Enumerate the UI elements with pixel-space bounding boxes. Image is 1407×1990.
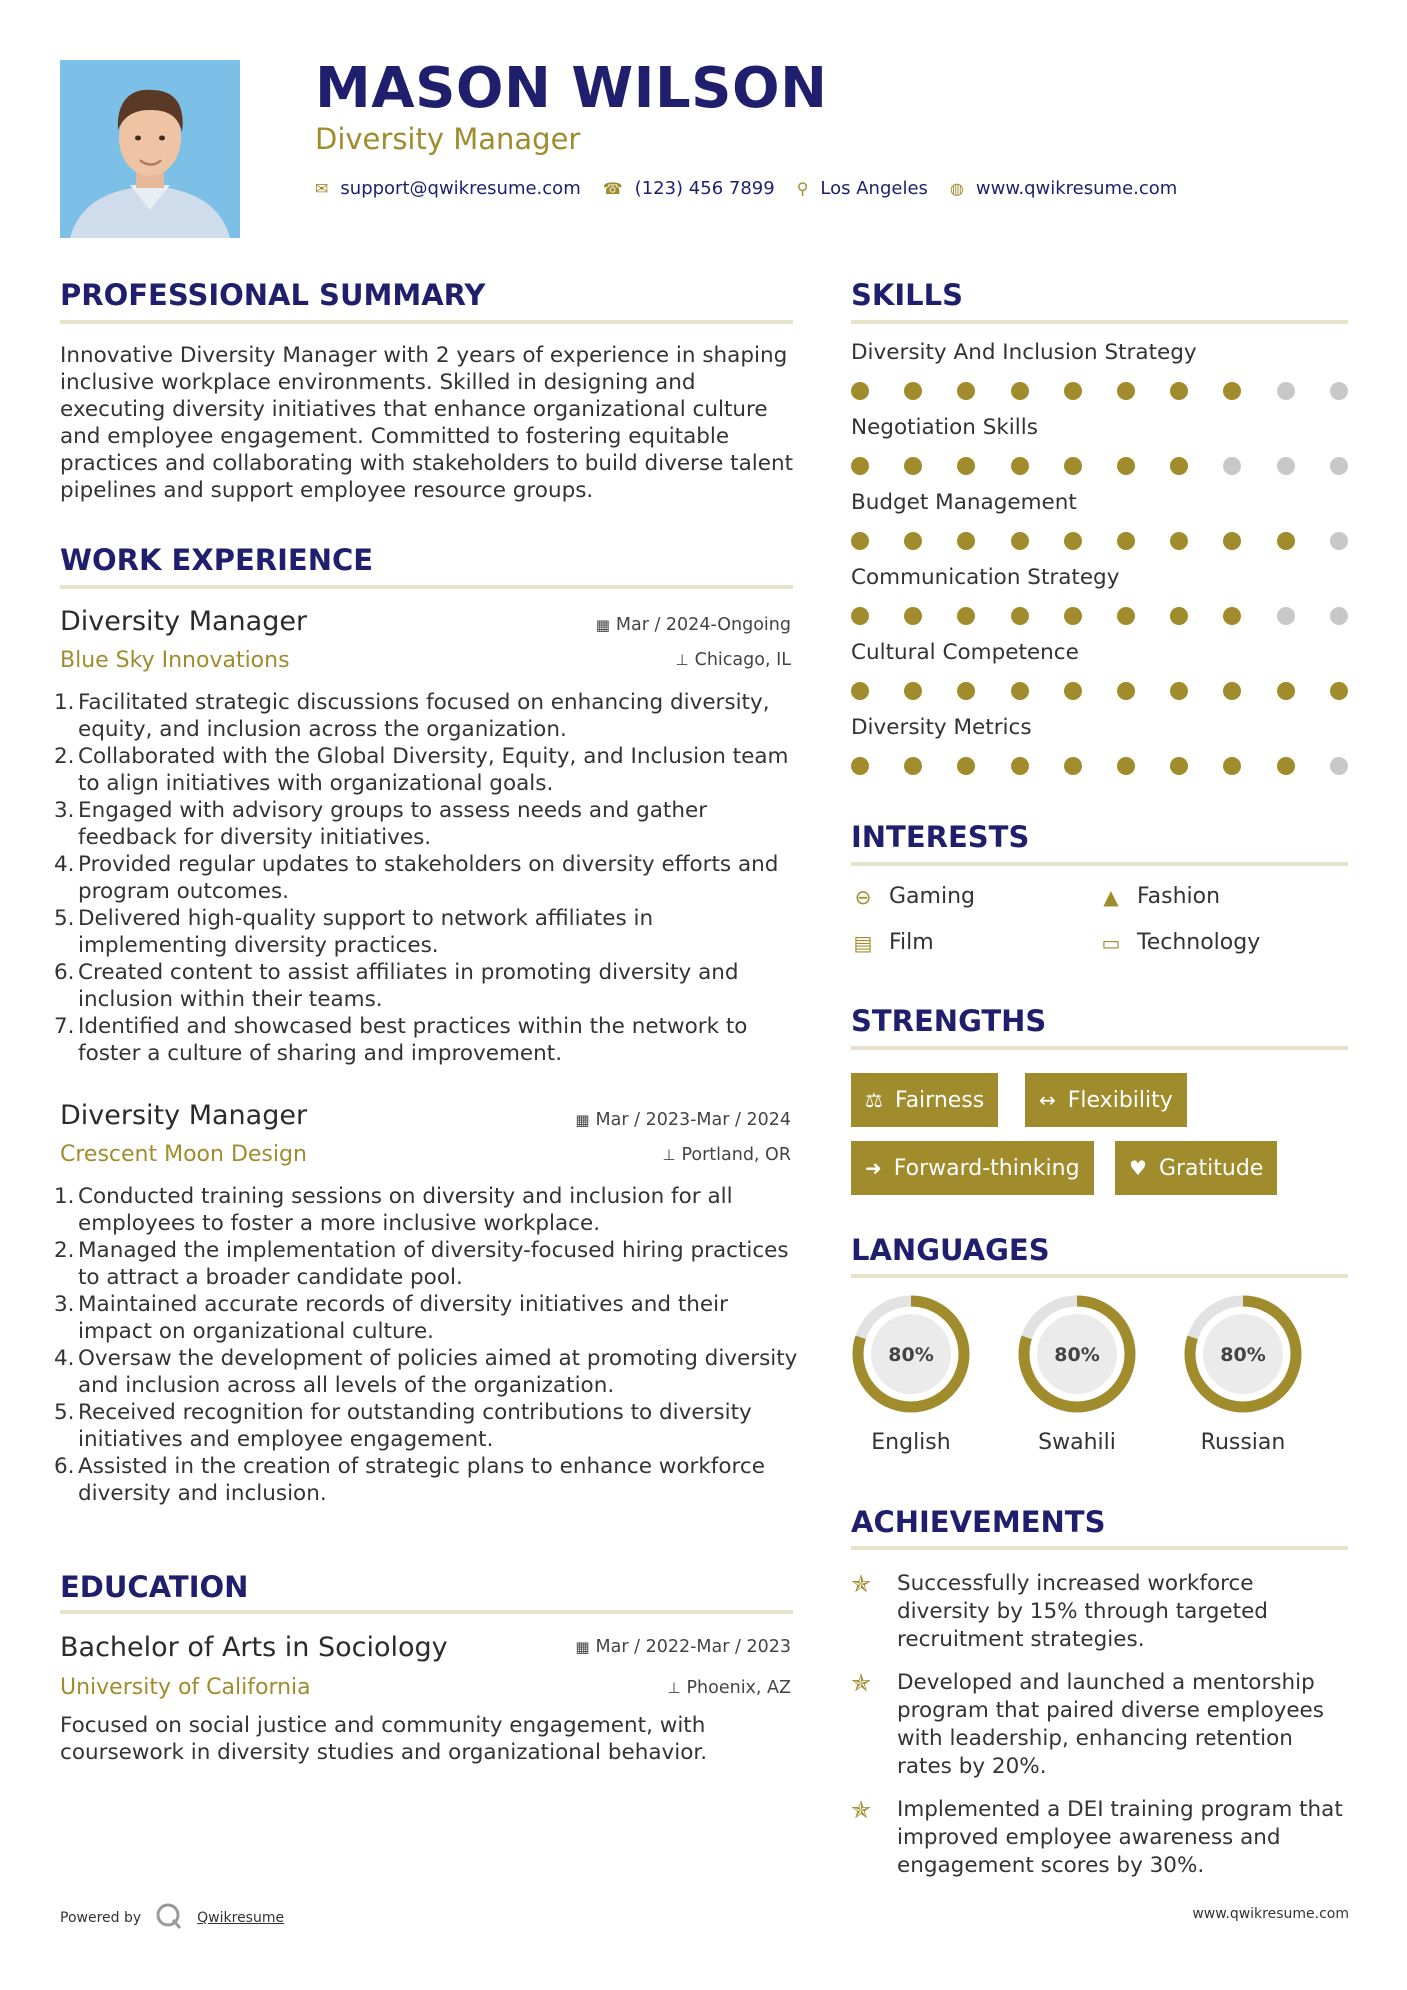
rating-dot-filled [1170,607,1188,625]
bullet-text: Conducted training sessions on diversity and inclusion for all employees to foster a more inclusive workplace. [78,1184,733,1236]
calendar-icon: ▦ [595,616,610,634]
rating-dot-filled [904,382,922,400]
language-gauge [849,1292,973,1416]
envelope-icon: ✉ [315,179,329,198]
job-location-text: Chicago, IL [694,650,791,670]
calendar-icon: ▦ [575,1638,590,1656]
rating-dot-filled [1011,382,1029,400]
rating-dot-filled [957,532,975,550]
strength-label: Forward-thinking [893,1155,1080,1181]
bullet-item [54,1345,799,1399]
bullet-text: Collaborated with the Global Diversity, Equity, and Inclusion team to align initiatives with organizational goals. [78,744,789,796]
job-location [676,650,791,670]
powered-by-text: Powered by [60,1910,142,1926]
contact-email[interactable] [315,178,581,199]
rating-dot-filled [1223,382,1241,400]
interests-divider [851,862,1348,866]
bullet-item [54,797,799,851]
website-text: www.qwikresume.com [975,178,1178,199]
rating-dot-empty [1330,757,1348,775]
achievement-text: Developed and launched a mentorship program that paired diverse employees with leadership, enhancing retention rates by 20%. [897,1670,1324,1779]
rating-dot-filled [851,607,869,625]
strength-label: Flexibility [1067,1087,1173,1113]
skill-rating [851,607,1351,627]
rating-dot-filled [851,382,869,400]
interest-label: Fashion [1137,884,1221,909]
rating-dot-filled [957,457,975,475]
map-pin-icon: ⚲ [796,179,809,198]
rating-dot-filled [1170,532,1188,550]
rating-dot-filled [1170,682,1188,700]
rating-dot-filled [1223,757,1241,775]
job-date [575,1110,791,1130]
rating-dot-filled [1011,457,1029,475]
skills-divider [851,320,1348,324]
summary-divider [60,320,793,324]
rating-dot-filled [904,457,922,475]
bullet-text: Created content to assist affiliates in promoting diversity and inclusion within their teams. [78,960,739,1012]
job-bullets [54,1183,799,1507]
language-percent: 80% [1220,1344,1266,1366]
job-title: Diversity Manager [60,1100,308,1131]
candidate-title: Diversity Manager [315,122,581,156]
bullet-item [54,851,799,905]
strength-label: Gratitude [1158,1155,1264,1181]
language-gauge [1181,1292,1305,1416]
bullet-item [54,959,799,1013]
bullet-number: 5. [54,906,75,931]
rating-dot-filled [1064,682,1082,700]
school-name: University of California [60,1675,311,1700]
rating-dot-filled [1064,382,1082,400]
rating-dot-filled [1011,757,1029,775]
rating-dot-filled [1277,682,1295,700]
bullet-number: 1. [54,1184,75,1209]
rating-dot-filled [1330,682,1348,700]
rating-dot-filled [904,682,922,700]
job-date [596,615,791,635]
rating-dot-filled [1064,607,1082,625]
rating-dot-filled [957,607,975,625]
summary-text: Innovative Diversity Manager with 2 years of experience in shaping inclusive workplace environments. Skilled in designing and executing diversity initiatives that enhance organizational culture and employee engagement. Committed to fostering equitable practices and collaborating with stakeholders to build diverse talent pipelines and support employee resource groups. [60,343,794,503]
bullet-text: Managed the implementation of diversity-focused hiring practices to attract a broader candidate pool. [78,1238,789,1290]
rating-dot-filled [1223,532,1241,550]
bullet-text: Assisted in the creation of strategic plans to enhance workforce diversity and inclusion. [78,1454,765,1506]
footer-powered-by [60,1902,284,1934]
rating-dot-filled [1170,382,1188,400]
experience-heading: WORK EXPERIENCE [60,543,374,577]
strengths-divider [851,1046,1348,1050]
rating-dot-filled [1064,532,1082,550]
bullet-item [54,1237,799,1291]
skill-rating [851,682,1351,702]
bullet-number: 6. [54,1454,75,1479]
languages-divider [851,1274,1348,1278]
contact-location [797,178,928,199]
achievement-item [851,1796,1351,1880]
star-icon: ✯ [851,1796,872,1824]
rating-dot-filled [1277,757,1295,775]
rating-dot-filled [957,382,975,400]
laptop-icon: ▭ [1101,930,1121,955]
shopping-bag-icon: ▲ [1103,884,1119,909]
email-text: support@qwikresume.com [340,178,581,199]
experience-divider [60,585,793,589]
skill-rating [851,457,1351,477]
rating-dot-filled [1064,457,1082,475]
arrow-right-icon: ➜ [865,1156,882,1180]
bullet-text: Delivered high-quality support to network affiliates in implementing diversity practices. [78,906,654,958]
rating-dot-filled [1117,532,1135,550]
language-name: English [871,1430,951,1455]
bullet-text: Engaged with advisory groups to assess needs and gather feedback for diversity initiatives. [78,798,708,850]
skills-heading: SKILLS [851,278,963,312]
education-location-text: Phoenix, AZ [686,1678,791,1698]
rating-dot-filled [957,682,975,700]
calendar-icon: ▦ [575,1111,590,1129]
rating-dot-filled [851,532,869,550]
rating-dot-empty [1330,532,1348,550]
achievement-item [851,1570,1351,1654]
language-name: Swahili [1038,1430,1116,1455]
job-date-text: Mar / 2024-Ongoing [615,615,791,635]
bullet-text: Provided regular updates to stakeholders on diversity efforts and program outcomes. [78,852,779,904]
bullet-number: 7. [54,1014,75,1039]
rating-dot-empty [1277,382,1295,400]
interest-label: Technology [1137,930,1261,955]
interest-label: Gaming [889,884,975,909]
skill-name: Diversity And Inclusion Strategy [851,340,1197,365]
language-gauge [1015,1292,1139,1416]
qwikresume-logo-icon [155,1902,183,1934]
footer-site[interactable]: www.qwikresume.com [1192,1906,1349,1922]
education-date [575,1637,791,1657]
star-icon: ✯ [851,1570,872,1598]
rating-dot-filled [904,607,922,625]
strength-badge [851,1141,1094,1195]
strength-badge [851,1073,998,1127]
rating-dot-filled [1117,457,1135,475]
degree-title: Bachelor of Arts in Sociology [60,1632,448,1663]
pin-icon: ⊥ [675,651,689,669]
bullet-item [54,1291,799,1345]
rating-dot-filled [1117,682,1135,700]
interest-label: Film [889,930,934,955]
education-location [667,1678,791,1698]
bullet-item [54,743,799,797]
rating-dot-filled [957,757,975,775]
gamepad-icon: ⊖ [854,884,872,909]
rating-dot-filled [851,682,869,700]
rating-dot-filled [1170,757,1188,775]
education-description: Focused on social justice and community engagement, with coursework in diversity studies and organizational behavior. [60,1713,708,1765]
profile-photo [60,60,240,238]
achievements-heading: ACHIEVEMENTS [851,1505,1106,1539]
strength-badge [1025,1073,1187,1127]
rating-dot-filled [904,532,922,550]
brand-link[interactable]: Qwikresume [197,1910,285,1926]
bullet-text: Identified and showcased best practices within the network to foster a culture of sharing and improvement. [78,1014,748,1066]
rating-dot-filled [851,757,869,775]
strength-badge [1115,1141,1277,1195]
contact-bar [315,178,1199,199]
rating-dot-filled [1117,382,1135,400]
star-icon: ✯ [851,1669,872,1697]
rating-dot-filled [1223,682,1241,700]
bullet-item [54,1453,799,1507]
skill-name: Diversity Metrics [851,715,1032,740]
interest-item [851,884,975,909]
scale-icon: ⚖ [865,1088,883,1112]
contact-website[interactable] [950,178,1177,199]
bullet-number: 4. [54,1346,75,1371]
achievement-text: Implemented a DEI training program that improved employee awareness and engagement scores by 30%. [897,1797,1343,1878]
bullet-item [54,1013,799,1067]
rating-dot-empty [1330,382,1348,400]
bullet-number: 6. [54,960,75,985]
bullet-number: 5. [54,1400,75,1425]
job-bullets [54,689,799,1067]
bullet-text: Received recognition for outstanding contributions to diversity initiatives and employee engagement. [78,1400,752,1452]
interests-heading: INTERESTS [851,820,1030,854]
education-divider [60,1610,793,1614]
job-company: Blue Sky Innovations [60,648,290,673]
languages-heading: LANGUAGES [851,1233,1050,1267]
rating-dot-filled [1117,757,1135,775]
rating-dot-empty [1330,607,1348,625]
strength-label: Fairness [894,1087,985,1113]
film-icon: ▤ [853,930,873,955]
language-percent: 80% [888,1344,934,1366]
rating-dot-filled [1064,757,1082,775]
strengths-heading: STRENGTHS [851,1004,1047,1038]
candidate-name: MASON WILSON [315,56,828,121]
skill-rating [851,382,1351,402]
interest-item [1099,930,1260,955]
language-name: Russian [1200,1430,1286,1455]
rating-dot-empty [1330,457,1348,475]
contact-phone[interactable] [603,178,775,199]
rating-dot-filled [1011,532,1029,550]
job-location [662,1145,791,1165]
interest-item [851,930,934,955]
heart-icon: ♥ [1129,1156,1147,1180]
bullet-number: 1. [54,690,75,715]
job-title: Diversity Manager [60,606,308,637]
summary-heading: PROFESSIONAL SUMMARY [60,278,486,312]
education-date-text: Mar / 2022-Mar / 2023 [595,1637,791,1657]
job-company: Crescent Moon Design [60,1142,307,1167]
interest-item [1099,884,1220,909]
bullet-item [54,1183,799,1237]
rating-dot-filled [904,757,922,775]
achievement-item [851,1669,1351,1781]
skill-rating [851,757,1351,777]
rating-dot-filled [851,457,869,475]
bullet-number: 2. [54,1238,75,1263]
bullet-number: 3. [54,1292,75,1317]
job-date-text: Mar / 2023-Mar / 2024 [595,1110,791,1130]
phone-text: (123) 456 7899 [634,178,775,199]
job-location-text: Portland, OR [681,1145,791,1165]
rating-dot-filled [1117,607,1135,625]
rating-dot-filled [1170,457,1188,475]
skill-name: Cultural Competence [851,640,1079,665]
achievements-divider [851,1546,1348,1550]
globe-icon: ◍ [949,179,964,198]
rating-dot-filled [1011,682,1029,700]
achievement-text: Successfully increased workforce diversity by 15% through targeted recruitment strategies. [897,1571,1268,1652]
skill-name: Communication Strategy [851,565,1120,590]
rating-dot-empty [1277,457,1295,475]
skill-name: Negotiation Skills [851,415,1038,440]
bullet-item [54,1399,799,1453]
language-percent: 80% [1054,1344,1100,1366]
arrows-horizontal-icon: ↔ [1039,1088,1056,1112]
phone-icon: ☎ [602,179,623,198]
rating-dot-empty [1277,607,1295,625]
bullet-number: 2. [54,744,75,769]
bullet-text: Maintained accurate records of diversity initiatives and their impact on organizational culture. [78,1292,728,1344]
rating-dot-filled [1011,607,1029,625]
bullet-number: 4. [54,852,75,877]
bullet-text: Oversaw the development of policies aimed at promoting diversity and inclusion across all levels of the organization. [78,1346,798,1398]
bullet-text: Facilitated strategic discussions focused on enhancing diversity, equity, and inclusion across the organization. [78,690,770,742]
bullet-item [54,689,799,743]
rating-dot-filled [1223,607,1241,625]
pin-icon: ⊥ [662,1146,676,1164]
skill-rating [851,532,1351,552]
skill-name: Budget Management [851,490,1077,515]
bullet-number: 3. [54,798,75,823]
rating-dot-empty [1223,457,1241,475]
bullet-item [54,905,799,959]
rating-dot-filled [1277,532,1295,550]
pin-icon: ⊥ [667,1679,681,1697]
education-heading: EDUCATION [60,1570,249,1604]
location-text: Los Angeles [820,178,928,199]
